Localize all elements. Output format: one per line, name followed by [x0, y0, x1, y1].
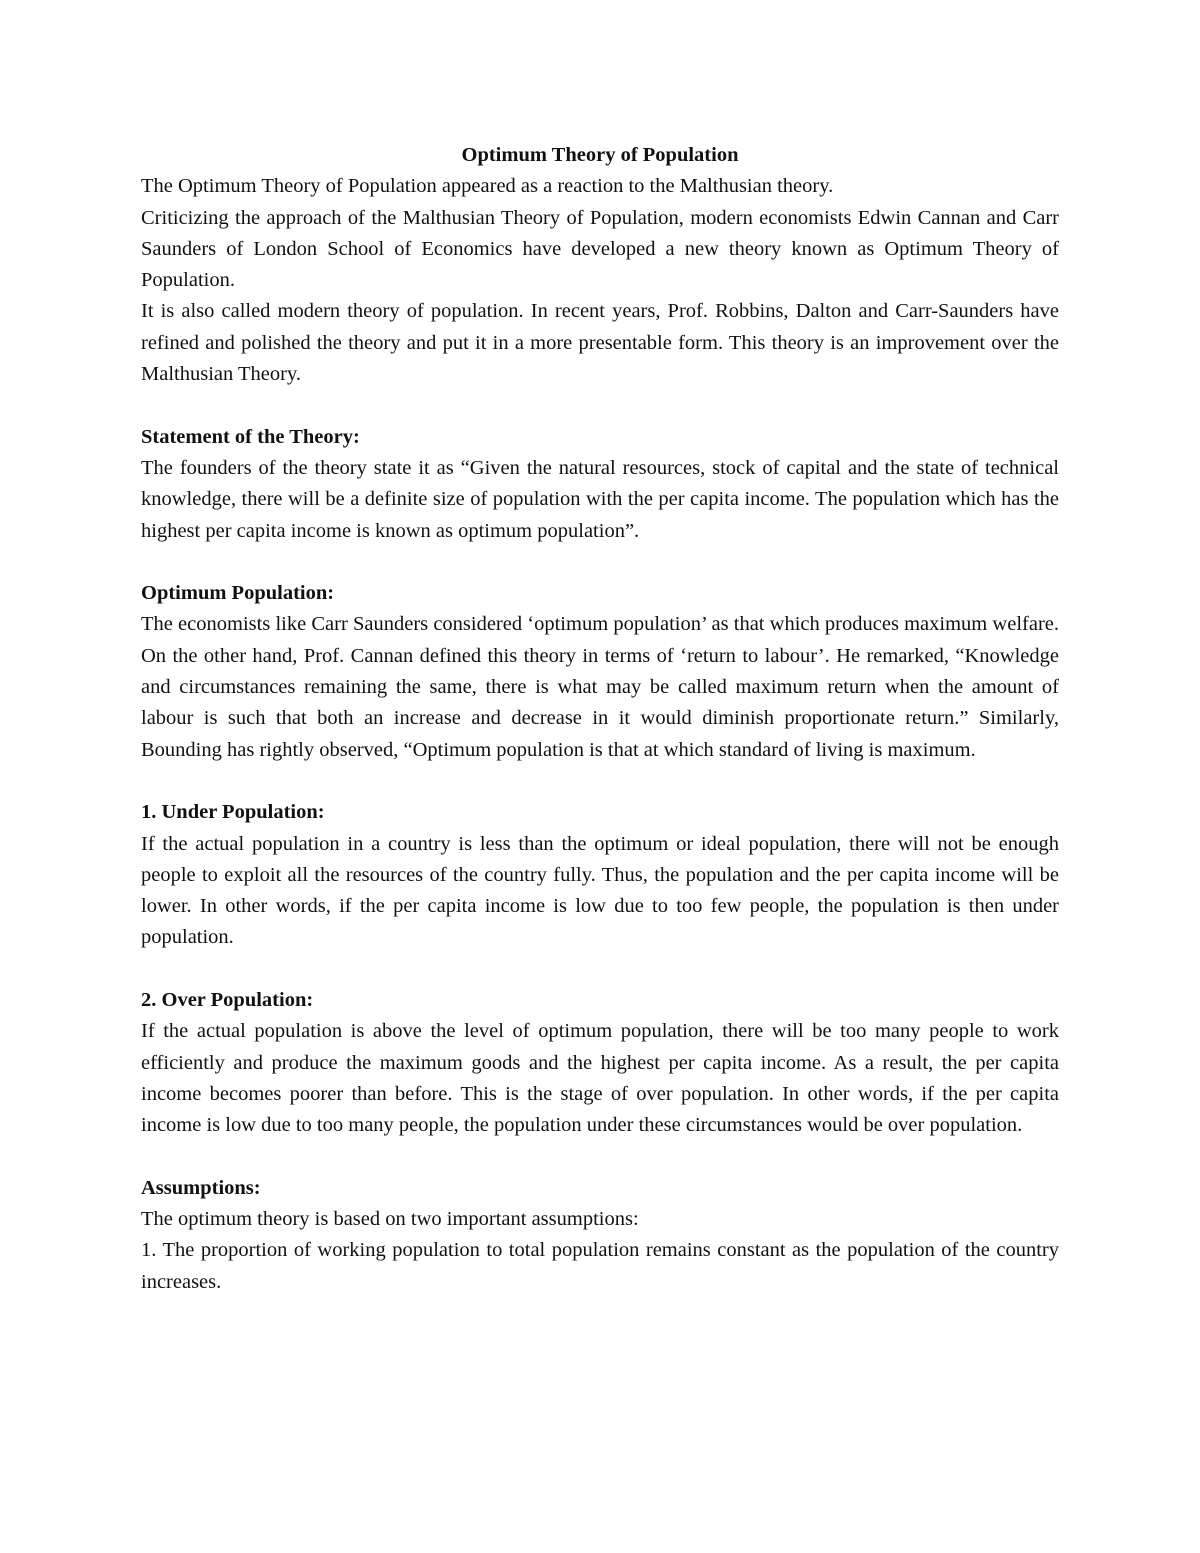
assumptions-intro: The optimum theory is based on two important assumptions:: [141, 1208, 639, 1231]
document-title: Optimum Theory of Population: [461, 144, 739, 166]
under-population-paragraph: If the actual population in a country is less than the optimum or ideal population, there will not be enough people to exploit all the resources of the country fully. Thus, the population and the per capita income will be lower. In other words, if the per capita income is low due to too few people, the population is then under population.: [141, 832, 1059, 949]
assumptions-heading: Assumptions:: [141, 1176, 261, 1199]
spacer: [141, 1142, 1059, 1173]
intro-paragraph-1: The Optimum Theory of Population appeared as a reaction to the Malthusian theory.: [141, 175, 834, 198]
statement-heading: Statement of the Theory:: [141, 425, 360, 448]
spacer: [141, 390, 1059, 421]
under-population-heading: 1. Under Population:: [141, 801, 325, 824]
spacer: [141, 547, 1059, 578]
spacer: [141, 766, 1059, 797]
over-population-heading: 2. Over Population:: [141, 989, 314, 1012]
optimum-population-paragraph: The economists like Carr Saunders considered ‘optimum population’ as that which produces maximum welfare. On the other hand, Prof. Cannan defined this theory in terms of ‘return to labour’. He remarked, “Knowledge and circumstances remaining the same, there is what may be called maximum return when the amount of labour is such that both an increase and decrease in it would diminish proportionate return.” Similarly, Bounding has rightly observed, “Optimum population is that at which standard of living is maximum.: [141, 613, 1059, 761]
statement-paragraph: The founders of the theory state it as “Given the natural resources, stock of capital and the state of technical knowledge, there will be a definite size of population with the per capita income. The population which has the highest per capita income is known as optimum population”.: [141, 456, 1059, 542]
assumption-item-1: 1. The proportion of working population to total population remains constant as the population of the country increases.: [141, 1239, 1059, 1293]
intro-paragraph-3: It is also called modern theory of population. In recent years, Prof. Robbins, Dalton and Carr-Saunders have refined and polished the theory and put it in a more presentable form. This theory is an improvement over the Malthusian Theory.: [141, 300, 1059, 386]
over-population-paragraph: If the actual population is above the level of optimum population, there will be too many people to work efficiently and produce the maximum goods and the highest per capita income. As a result, the per capita income becomes poorer than before. This is the stage of over population. In other words, if the per capita income is low due to too many people, the population under these circumstances would be over population.: [141, 1020, 1059, 1137]
spacer: [141, 954, 1059, 985]
optimum-population-heading: Optimum Population:: [141, 582, 335, 605]
intro-paragraph-2: Criticizing the approach of the Malthusian Theory of Population, modern economists Edwin Cannan and Carr Saunders of London School of Economics have developed a new theory known as Optimum Theory of Population.: [141, 206, 1059, 292]
document-page: [141, 140, 1059, 1298]
